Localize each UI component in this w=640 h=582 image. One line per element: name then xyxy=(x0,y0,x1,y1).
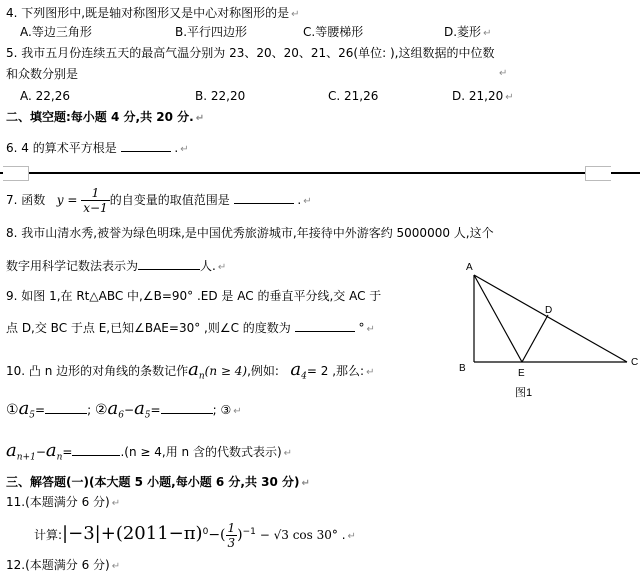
fraction: $\frac{1}{3}$ xyxy=(227,521,236,550)
page-corner-right xyxy=(585,166,611,181)
question-5-option-d: D. 21,20 ↵ xyxy=(452,89,514,103)
segment-ed xyxy=(522,315,548,362)
return-mark-icon: ↵ xyxy=(303,196,312,207)
side-ac xyxy=(474,275,627,362)
question-5-option-a: A. 22,26 xyxy=(20,89,70,103)
return-mark-icon: ↵ xyxy=(366,367,375,378)
question-8-line2: 数字用科学记数法表示为 人. ↵ xyxy=(6,256,226,276)
question-9-line2: 点 D,交 BC 于点 E,已知∠BAE=30° ,则∠C 的度数为 ° ↵ xyxy=(6,318,375,338)
question-10-line1: 10. 凸 n 边形的对角线的条数记作$a_n(n \ge 4)$,例如: $a_4= 2$ ,那么: ↵ xyxy=(6,359,375,382)
page-corner-left xyxy=(3,166,29,181)
question-10-line3: $a_{n+1}-a_n= .(n \ge 4$,用 n 含的代数式表示) ↵ xyxy=(6,440,293,463)
answer-blank[interactable] xyxy=(121,138,171,152)
return-mark-icon: ↵ xyxy=(366,324,375,335)
question-4-option-d: D.菱形 ↵ xyxy=(444,25,492,39)
return-mark-icon: ↵ xyxy=(111,498,121,509)
return-mark-icon: ↵ xyxy=(499,68,508,79)
answer-blank[interactable] xyxy=(138,256,200,270)
question-10-line2: $①a_5=$ ; $②a_6-a_5=$ ; ③ ↵ xyxy=(6,398,242,421)
return-mark-icon: ↵ xyxy=(283,448,293,459)
question-4-option-b: B.平行四边形 xyxy=(175,25,248,39)
question-6: 6. 4 的算术平方根是 . ↵ xyxy=(6,138,189,158)
answer-blank[interactable] xyxy=(72,442,120,456)
question-5-stem-line2: 和众数分别是 xyxy=(6,67,79,81)
section-3-heading: 三、解答题(一)(本大题 5 小题,每小题 6 分,共 30 分) ↵ xyxy=(6,475,310,489)
question-11-expression: 计算$:|-3|+(2011-\pi)^0-$( $\frac{1}{3}$ )$^{-1}$ − √3 cos 30° . ↵ xyxy=(34,521,356,550)
triangle-figure xyxy=(455,255,640,405)
question-7: 7. 函数 y = $\frac{1}{x-1}$ 的自变量的取值范围是 . ↵ xyxy=(6,186,312,215)
label-e: E xyxy=(518,368,525,379)
label-c: C xyxy=(631,357,639,368)
return-mark-icon: ↵ xyxy=(195,113,205,124)
section-2-heading: 二、填空题:每小题 4 分,共 20 分. ↵ xyxy=(6,110,205,124)
question-4-option-c: C.等腰梯形 xyxy=(303,25,364,39)
question-11-title: 11.(本题满分 6 分) ↵ xyxy=(6,495,121,509)
label-b: B xyxy=(459,363,466,374)
page-break-rule xyxy=(0,172,640,174)
question-8-line1: 8. 我市山清水秀,被誉为绿色明珠,是中国优秀旅游城市,年接待中外游客约 5000000 人,这个 xyxy=(6,226,494,240)
return-mark-icon: ↵ xyxy=(505,92,514,103)
label-d: D xyxy=(545,305,553,316)
answer-blank[interactable] xyxy=(45,400,87,414)
fraction: $\frac{1}{x-1}$ xyxy=(83,186,108,215)
question-5-option-b: B. 22,20 xyxy=(195,89,246,103)
question-5-stem: 5. 我市五月份连续五天的最高气温分别为 23、20、20、21、26(单位: ),这组数据的中位数 xyxy=(6,46,495,60)
question-9-line1: 9. 如图 1,在 Rt△ABC 中,∠B=90° .ED 是 AC 的垂直平分线,交 AC 于 xyxy=(6,289,382,303)
return-mark-icon: ↵ xyxy=(347,531,356,542)
question-4-stem: 4. 下列图形中,既是轴对称图形又是中心对称图形的是 ↵ xyxy=(6,6,300,20)
return-mark-icon: ↵ xyxy=(217,262,227,273)
return-mark-icon: ↵ xyxy=(483,28,492,39)
question-4-option-a: A.等边三角形 xyxy=(20,25,92,39)
return-mark-icon: ↵ xyxy=(233,406,242,417)
return-mark-icon: ↵ xyxy=(111,561,121,572)
figure-caption: 图1 xyxy=(515,387,533,399)
return-mark-icon: ↵ xyxy=(301,478,310,489)
answer-blank[interactable] xyxy=(295,318,355,332)
return-mark-icon: ↵ xyxy=(291,9,300,20)
return-mark-icon: ↵ xyxy=(180,144,189,155)
label-a: A xyxy=(466,262,473,273)
answer-blank[interactable] xyxy=(234,190,294,204)
question-12-title: 12.(本题满分 6 分) ↵ xyxy=(6,558,121,572)
answer-blank[interactable] xyxy=(161,400,213,414)
question-5-option-c: C. 21,26 xyxy=(328,89,379,103)
